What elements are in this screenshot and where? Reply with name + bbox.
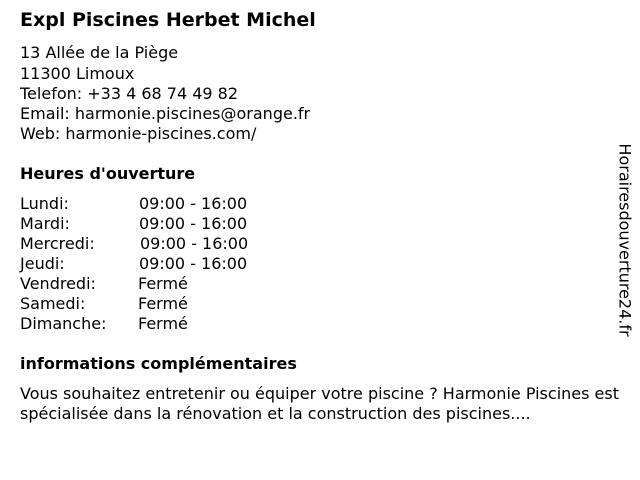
hours-time: Fermé (138, 294, 188, 313)
hours-time: Fermé (138, 274, 188, 293)
website-address: Web: harmonie-piscines.com/ (20, 124, 257, 143)
hours-day: Dimanche: (20, 314, 107, 333)
address-city: 11300 Limoux (20, 64, 135, 83)
hours-time: Fermé (138, 314, 188, 333)
additional-info-heading: informations complémentaires (20, 354, 297, 373)
hours-day: Jeudi: (20, 254, 65, 273)
hours-day: Lundi: (20, 194, 69, 213)
opening-hours-heading: Heures d'ouverture (20, 164, 196, 183)
hours-day: Vendredi: (20, 274, 96, 293)
hours-time: 09:00 - 16:00 (140, 234, 249, 253)
business-name: Expl Piscines Herbet Michel (20, 9, 316, 31)
site-watermark: Horairesdouverture24.fr (615, 143, 635, 337)
hours-time: 09:00 - 16:00 (139, 214, 248, 233)
phone-number: Telefon: +33 4 68 74 49 82 (20, 84, 239, 103)
email-address: Email: harmonie.piscines@orange.fr (20, 104, 311, 123)
address-street: 13 Allée de la Piège (20, 43, 179, 62)
hours-time: 09:00 - 16:00 (139, 254, 248, 273)
hours-day: Mercredi: (20, 234, 95, 253)
additional-info-text: Vous souhaitez entretenir ou équiper votre piscine ? Harmonie Piscines est spécialisée dans la rénovation et la construction des piscines.... (20, 384, 619, 423)
hours-time: 09:00 - 16:00 (139, 194, 248, 213)
hours-day: Samedi: (20, 294, 86, 313)
hours-day: Mardi: (20, 214, 70, 233)
